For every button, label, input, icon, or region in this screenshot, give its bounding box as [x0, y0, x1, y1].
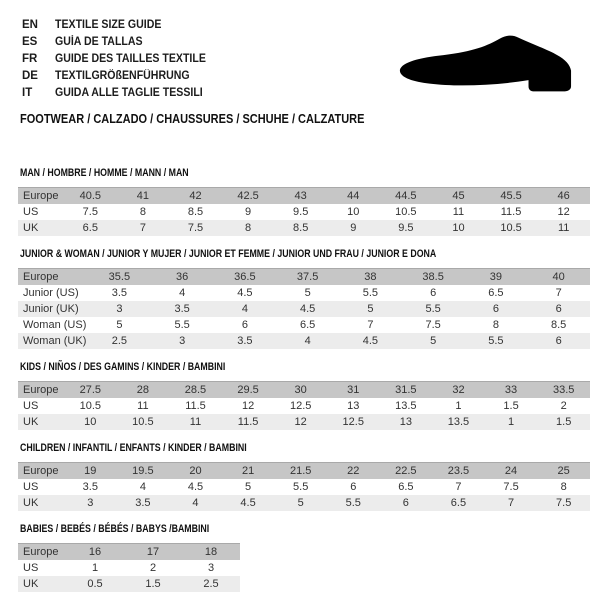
size-cell: 10.5 — [132, 416, 154, 428]
size-table — [18, 381, 590, 430]
size-cell: 4 — [139, 481, 146, 493]
row-label: US — [23, 206, 39, 218]
language-code: DE — [22, 69, 38, 82]
size-cell: 45 — [452, 190, 465, 202]
size-cell: 4 — [192, 497, 199, 509]
size-cell: 27.5 — [79, 384, 101, 396]
size-cell: 5.5 — [488, 335, 504, 347]
category-line: FOOTWEAR / CALZADO / CHAUSSURES / SCHUHE / CALZATURE — [20, 112, 365, 126]
row-label: Europe — [23, 465, 59, 477]
size-cell: 5.5 — [345, 497, 361, 509]
size-cell: 7.5 — [187, 222, 204, 234]
row-label: Europe — [23, 384, 59, 396]
size-cell: 6.5 — [488, 287, 504, 299]
size-cell: 3.5 — [237, 335, 253, 347]
size-table-row — [18, 382, 590, 399]
language-label: GUÍA DE TALLAS — [55, 35, 143, 48]
size-cell: 8 — [245, 222, 252, 234]
size-cell: 17 — [146, 546, 160, 558]
size-cell: 4.5 — [240, 497, 256, 509]
size-cell: 8 — [139, 206, 146, 218]
size-cell: 5.5 — [293, 481, 309, 493]
size-table-row — [18, 544, 240, 561]
size-cell: 2 — [149, 562, 157, 574]
size-cell: 3 — [116, 303, 123, 315]
size-cell: 12 — [557, 206, 570, 218]
size-cell: 1 — [507, 416, 515, 428]
size-cell: 5 — [430, 335, 437, 347]
size-cell: 6 — [402, 497, 409, 509]
size-cell: 44 — [347, 190, 360, 202]
size-cell: 21.5 — [289, 465, 312, 477]
row-label: UK — [23, 416, 39, 428]
size-cell: 31 — [347, 384, 360, 396]
size-table-row — [18, 317, 590, 333]
size-cell: 7.5 — [556, 497, 572, 509]
language-code: EN — [22, 18, 38, 31]
size-cell: 5 — [297, 497, 304, 509]
language-code: FR — [22, 52, 38, 65]
size-cell: 7 — [555, 287, 562, 299]
size-table-section — [18, 248, 590, 349]
size-cell: 41 — [136, 190, 150, 202]
size-cell: 8.5 — [293, 222, 309, 234]
size-cell: 4 — [241, 303, 248, 315]
row-label: Europe — [23, 271, 59, 283]
size-table — [18, 268, 590, 349]
size-cell: 7 — [507, 497, 515, 509]
size-table-title: MAN / HOMBRE / HOMME / MANN / MAN — [20, 167, 189, 179]
size-cell: 12.5 — [289, 400, 312, 412]
size-table-row — [18, 495, 590, 511]
size-cell: 9 — [350, 222, 357, 234]
size-cell: 13 — [399, 416, 412, 428]
size-cell: 36.5 — [234, 271, 256, 283]
size-cell: 5 — [367, 303, 374, 315]
size-cell: 6.5 — [450, 497, 467, 509]
size-cell: 1.5 — [145, 578, 161, 590]
size-cell: 1.5 — [503, 400, 519, 412]
size-cell: 6.5 — [299, 319, 316, 331]
size-cell: 10 — [84, 416, 97, 428]
size-cell: 8.5 — [550, 319, 567, 331]
size-cell: 6 — [492, 303, 499, 315]
row-label: UK — [23, 578, 39, 590]
size-cell: 6.5 — [82, 222, 98, 234]
size-cell: 30 — [294, 384, 307, 396]
size-cell: 25 — [557, 465, 570, 477]
size-cell: 3.5 — [174, 303, 190, 315]
size-cell: 3 — [179, 335, 186, 347]
size-cell: 12.5 — [342, 416, 364, 428]
size-cell: 5 — [116, 319, 123, 331]
size-cell: 20 — [189, 465, 202, 477]
size-cell: 28.5 — [184, 384, 207, 396]
size-cell: 43 — [294, 190, 307, 202]
size-cell: 32 — [452, 384, 465, 396]
size-table-row — [18, 479, 590, 495]
size-cell: 5.5 — [362, 287, 379, 299]
size-cell: 11 — [189, 416, 202, 428]
size-table-title: JUNIOR & WOMAN / JUNIOR Y MUJER / JUNIOR ET FEMME / JUNIOR UND FRAU / JUNIOR E DONA — [20, 248, 437, 260]
size-table-section — [18, 442, 590, 511]
size-cell: 4 — [179, 287, 186, 299]
size-cell: 10 — [452, 222, 465, 234]
shoe-icon-svg — [394, 30, 576, 94]
language-label: GUIDA ALLE TAGLIE TESSILI — [55, 86, 203, 99]
size-cell: 38 — [364, 271, 377, 283]
size-table-section — [18, 361, 590, 430]
row-label: Europe — [23, 546, 59, 558]
size-tables — [18, 167, 590, 592]
size-table — [18, 187, 590, 236]
size-table-row — [18, 333, 590, 349]
size-cell: 6 — [555, 335, 562, 347]
size-cell: 16 — [88, 546, 102, 558]
size-table-row — [18, 398, 590, 414]
row-label: US — [23, 481, 39, 493]
size-table-section — [18, 523, 590, 592]
size-table-row — [18, 301, 590, 317]
size-table-section — [18, 167, 590, 236]
row-label: Junior (US) — [23, 287, 79, 299]
size-cell: 39 — [489, 271, 502, 283]
size-cell: 8.5 — [187, 206, 204, 218]
size-cell: 5 — [245, 481, 252, 493]
row-label: Woman (UK) — [23, 335, 87, 347]
size-table-row — [18, 414, 590, 430]
size-cell: 29.5 — [237, 384, 259, 396]
size-cell: 5 — [304, 287, 311, 299]
size-cell: 36 — [176, 271, 189, 283]
size-cell: 11.5 — [500, 206, 522, 218]
size-cell: 42.5 — [237, 190, 259, 202]
size-cell: 7.5 — [425, 319, 441, 331]
row-label: Junior (UK) — [23, 303, 79, 315]
size-cell: 13.5 — [447, 416, 470, 428]
row-label: US — [23, 562, 39, 574]
size-cell: 9 — [245, 206, 252, 218]
size-cell: 11 — [557, 222, 570, 234]
size-cell: 6 — [555, 303, 562, 315]
size-cell: 10.5 — [395, 206, 417, 218]
size-cell: 19.5 — [132, 465, 154, 477]
size-table-row — [18, 285, 590, 301]
size-table — [18, 462, 590, 511]
size-cell: 19 — [84, 465, 97, 477]
size-cell: 6.5 — [398, 481, 414, 493]
row-label: UK — [23, 497, 39, 509]
size-cell: 11.5 — [237, 416, 259, 428]
size-cell: 1 — [455, 400, 462, 412]
size-cell: 11 — [452, 206, 465, 218]
size-table-row — [18, 576, 240, 592]
size-cell: 9.5 — [398, 222, 414, 234]
size-cell: 33 — [504, 384, 518, 396]
size-cell: 7 — [139, 222, 146, 234]
size-cell: 4.5 — [362, 335, 379, 347]
size-cell: 4 — [304, 335, 311, 347]
row-label: Woman (US) — [23, 319, 87, 331]
row-label: UK — [23, 222, 39, 234]
size-cell: 6 — [241, 319, 248, 331]
size-cell: 18 — [204, 546, 218, 558]
size-cell: 13.5 — [395, 400, 417, 412]
size-cell: 7 — [455, 481, 462, 493]
size-cell: 8 — [492, 319, 499, 331]
size-cell: 31.5 — [395, 384, 417, 396]
row-label: Europe — [23, 190, 59, 202]
size-cell: 5.5 — [174, 319, 190, 331]
size-cell: 46 — [557, 190, 570, 202]
size-cell: 24 — [504, 465, 518, 477]
size-cell: 7.5 — [82, 206, 98, 218]
size-cell: 4.5 — [237, 287, 253, 299]
language-label: TEXTILE SIZE GUIDE — [55, 18, 162, 31]
size-cell: 44.5 — [395, 190, 417, 202]
size-cell: 35.5 — [108, 271, 131, 283]
size-cell: 7.5 — [503, 481, 519, 493]
size-cell: 0.5 — [87, 578, 103, 590]
row-label: US — [23, 400, 39, 412]
size-cell: 38.5 — [422, 271, 444, 283]
size-table-row — [18, 560, 240, 576]
size-cell: 4.5 — [299, 303, 316, 315]
size-cell: 22 — [347, 465, 360, 477]
language-code: IT — [22, 86, 33, 99]
size-cell: 21 — [241, 465, 255, 477]
size-cell: 2.5 — [203, 578, 219, 590]
size-table — [18, 543, 240, 592]
size-table-row — [18, 269, 590, 286]
size-cell: 37.5 — [296, 271, 319, 283]
size-cell: 23.5 — [447, 465, 470, 477]
size-cell: 8 — [560, 481, 567, 493]
size-table-row — [18, 220, 590, 236]
size-cell: 3.5 — [135, 497, 151, 509]
size-cell: 2 — [560, 400, 567, 412]
size-table-row — [18, 463, 590, 480]
size-cell: 42 — [189, 190, 202, 202]
size-table-row — [18, 188, 590, 205]
size-cell: 3.5 — [111, 287, 128, 299]
size-cell: 33.5 — [552, 384, 575, 396]
size-cell: 11 — [137, 400, 149, 412]
language-label: GUIDE DES TAILLES TEXTILE — [55, 52, 206, 65]
size-cell: 3 — [87, 497, 94, 509]
size-cell: 10.5 — [500, 222, 522, 234]
size-cell: 40.5 — [79, 190, 101, 202]
size-cell: 40 — [552, 271, 565, 283]
size-cell: 45.5 — [500, 190, 522, 202]
shoe-icon — [394, 30, 576, 94]
size-table-row — [18, 204, 590, 220]
size-cell: 6 — [350, 481, 357, 493]
size-cell: 12 — [241, 400, 255, 412]
size-cell: 5.5 — [425, 303, 441, 315]
size-cell: 10 — [347, 206, 360, 218]
size-cell: 2.5 — [111, 335, 128, 347]
size-cell: 4.5 — [187, 481, 204, 493]
size-table-title: BABIES / BEBÉS / BÉBÉS / BABYS /BAMBINI — [20, 523, 210, 535]
size-cell: 11.5 — [185, 400, 206, 412]
size-cell: 1 — [91, 562, 99, 574]
size-cell: 10.5 — [79, 400, 101, 412]
size-cell: 9.5 — [293, 206, 309, 218]
size-table-title: CHILDREN / INFANTIL / ENFANTS / KINDER / BAMBINI — [20, 442, 247, 454]
size-cell: 12 — [294, 416, 307, 428]
size-table-title: KIDS / NIÑOS / DES GAMINS / KINDER / BAMBINI — [20, 361, 226, 373]
size-cell: 1.5 — [556, 416, 572, 428]
size-cell: 6 — [430, 287, 437, 299]
size-cell: 28 — [136, 384, 150, 396]
size-cell: 22.5 — [395, 465, 417, 477]
size-cell: 13 — [347, 400, 360, 412]
language-label: TEXTILGRÖßENFÜHRUNG — [55, 69, 190, 82]
size-cell: 7 — [367, 319, 374, 331]
language-code: ES — [22, 35, 38, 48]
size-cell: 3 — [207, 562, 215, 574]
size-cell: 3.5 — [82, 481, 98, 493]
